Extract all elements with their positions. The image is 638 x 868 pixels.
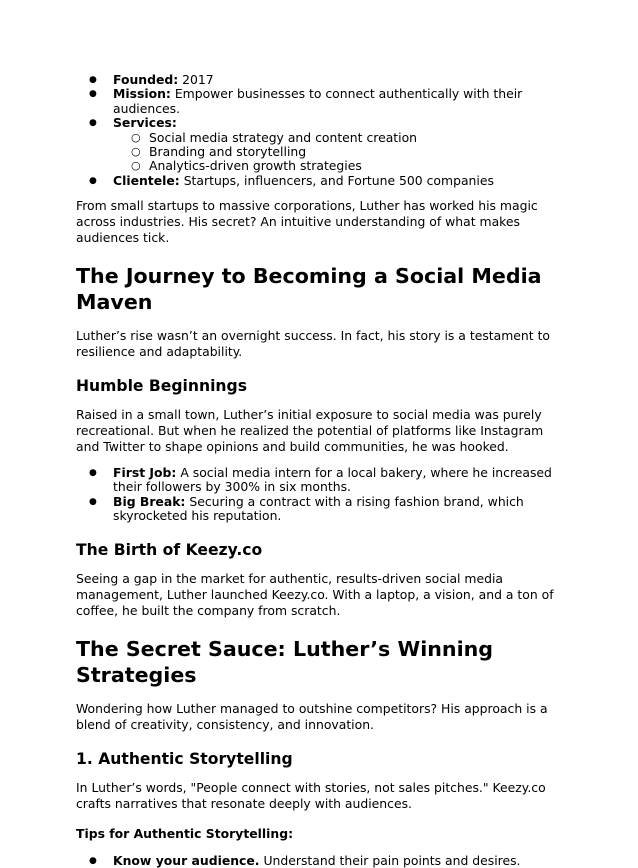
bullet-text: 2017 <box>178 72 214 87</box>
bullet-text: Securing a contract with a rising fashion brand, which skyrocketed his reputation. <box>113 493 524 524</box>
heading-tips: Tips for Authentic Storytelling: <box>76 825 294 841</box>
bullet-label: Big Break: <box>113 493 186 509</box>
list-item-tip <box>76 854 562 868</box>
bullet-label: First Job: <box>113 464 177 480</box>
heading-birth-of-keezy: The Birth of Keezy.co <box>76 540 263 559</box>
sublist-item: ○ Social media strategy and content creation <box>76 131 562 145</box>
secret-paragraph: Wondering how Luther managed to outshine competitors? His approach is a blend of creativity, consistency, and innovation. <box>76 700 548 732</box>
journey-paragraph: Luther’s rise wasn’t an overnight success. In fact, his story is a testament to resilience and adaptability. <box>76 327 551 359</box>
bullet-label: Mission: <box>113 86 171 102</box>
list-item-mission <box>76 87 562 116</box>
heading-authentic-storytelling: 1. Authentic Storytelling <box>76 749 293 768</box>
list-item-services <box>76 116 562 130</box>
heading-journey: The Journey to Becoming a Social Media Maven <box>76 263 542 314</box>
bullet-text: Startups, influencers, and Fortune 500 companies <box>179 172 494 188</box>
bullet-text: Empower businesses to connect authentically with their audiences. <box>113 86 523 116</box>
services-sublist <box>76 131 562 174</box>
company-facts-list-cont <box>76 174 562 188</box>
bullet-label: Services: <box>113 115 177 131</box>
bullet-text: Understand their pain points and desires. <box>259 852 521 868</box>
list-item-big-break <box>76 495 562 524</box>
keezy-paragraph: Seeing a gap in the market for authentic, results-driven social media management, Luther launched Keezy.co. With a laptop, a vision, and a ton of coffee, he built the company from scratch. <box>76 570 554 618</box>
bullet-label: Clientele: <box>113 172 180 188</box>
career-milestones-list <box>76 466 562 524</box>
tips-list <box>76 854 562 868</box>
bullet-text: A social media intern for a local bakery, where he increased their followers by 300% in six months. <box>113 464 552 495</box>
sublist-item: ○ Branding and storytelling <box>76 145 562 159</box>
list-item-founded <box>76 73 562 87</box>
intro-paragraph: From small startups to massive corporations, Luther has worked his magic across industries. His secret? An intuitive understanding of what makes audiences tick. <box>76 197 538 245</box>
sublist-item: ○ Analytics-driven growth strategies <box>76 159 562 173</box>
list-item-clientele <box>76 174 562 188</box>
bullet-label: Know your audience. <box>113 852 260 868</box>
heading-secret-sauce: The Secret Sauce: Luther’s Winning Strategies <box>76 636 494 687</box>
storytelling-paragraph: In Luther’s words, "People connect with stories, not sales pitches." Keezy.co crafts narratives that resonate deeply with audiences. <box>76 779 546 811</box>
heading-humble-beginnings: Humble Beginnings <box>76 376 247 395</box>
company-facts-list <box>76 73 562 131</box>
bullet-label: Founded: <box>113 72 179 87</box>
humble-paragraph: Raised in a small town, Luther’s initial exposure to social media was purely recreational. But when he realized the potential of platforms like Instagram and Twitter to shape opinions and build communities, he was hooked. <box>76 406 544 454</box>
list-item-first-job <box>76 466 562 495</box>
